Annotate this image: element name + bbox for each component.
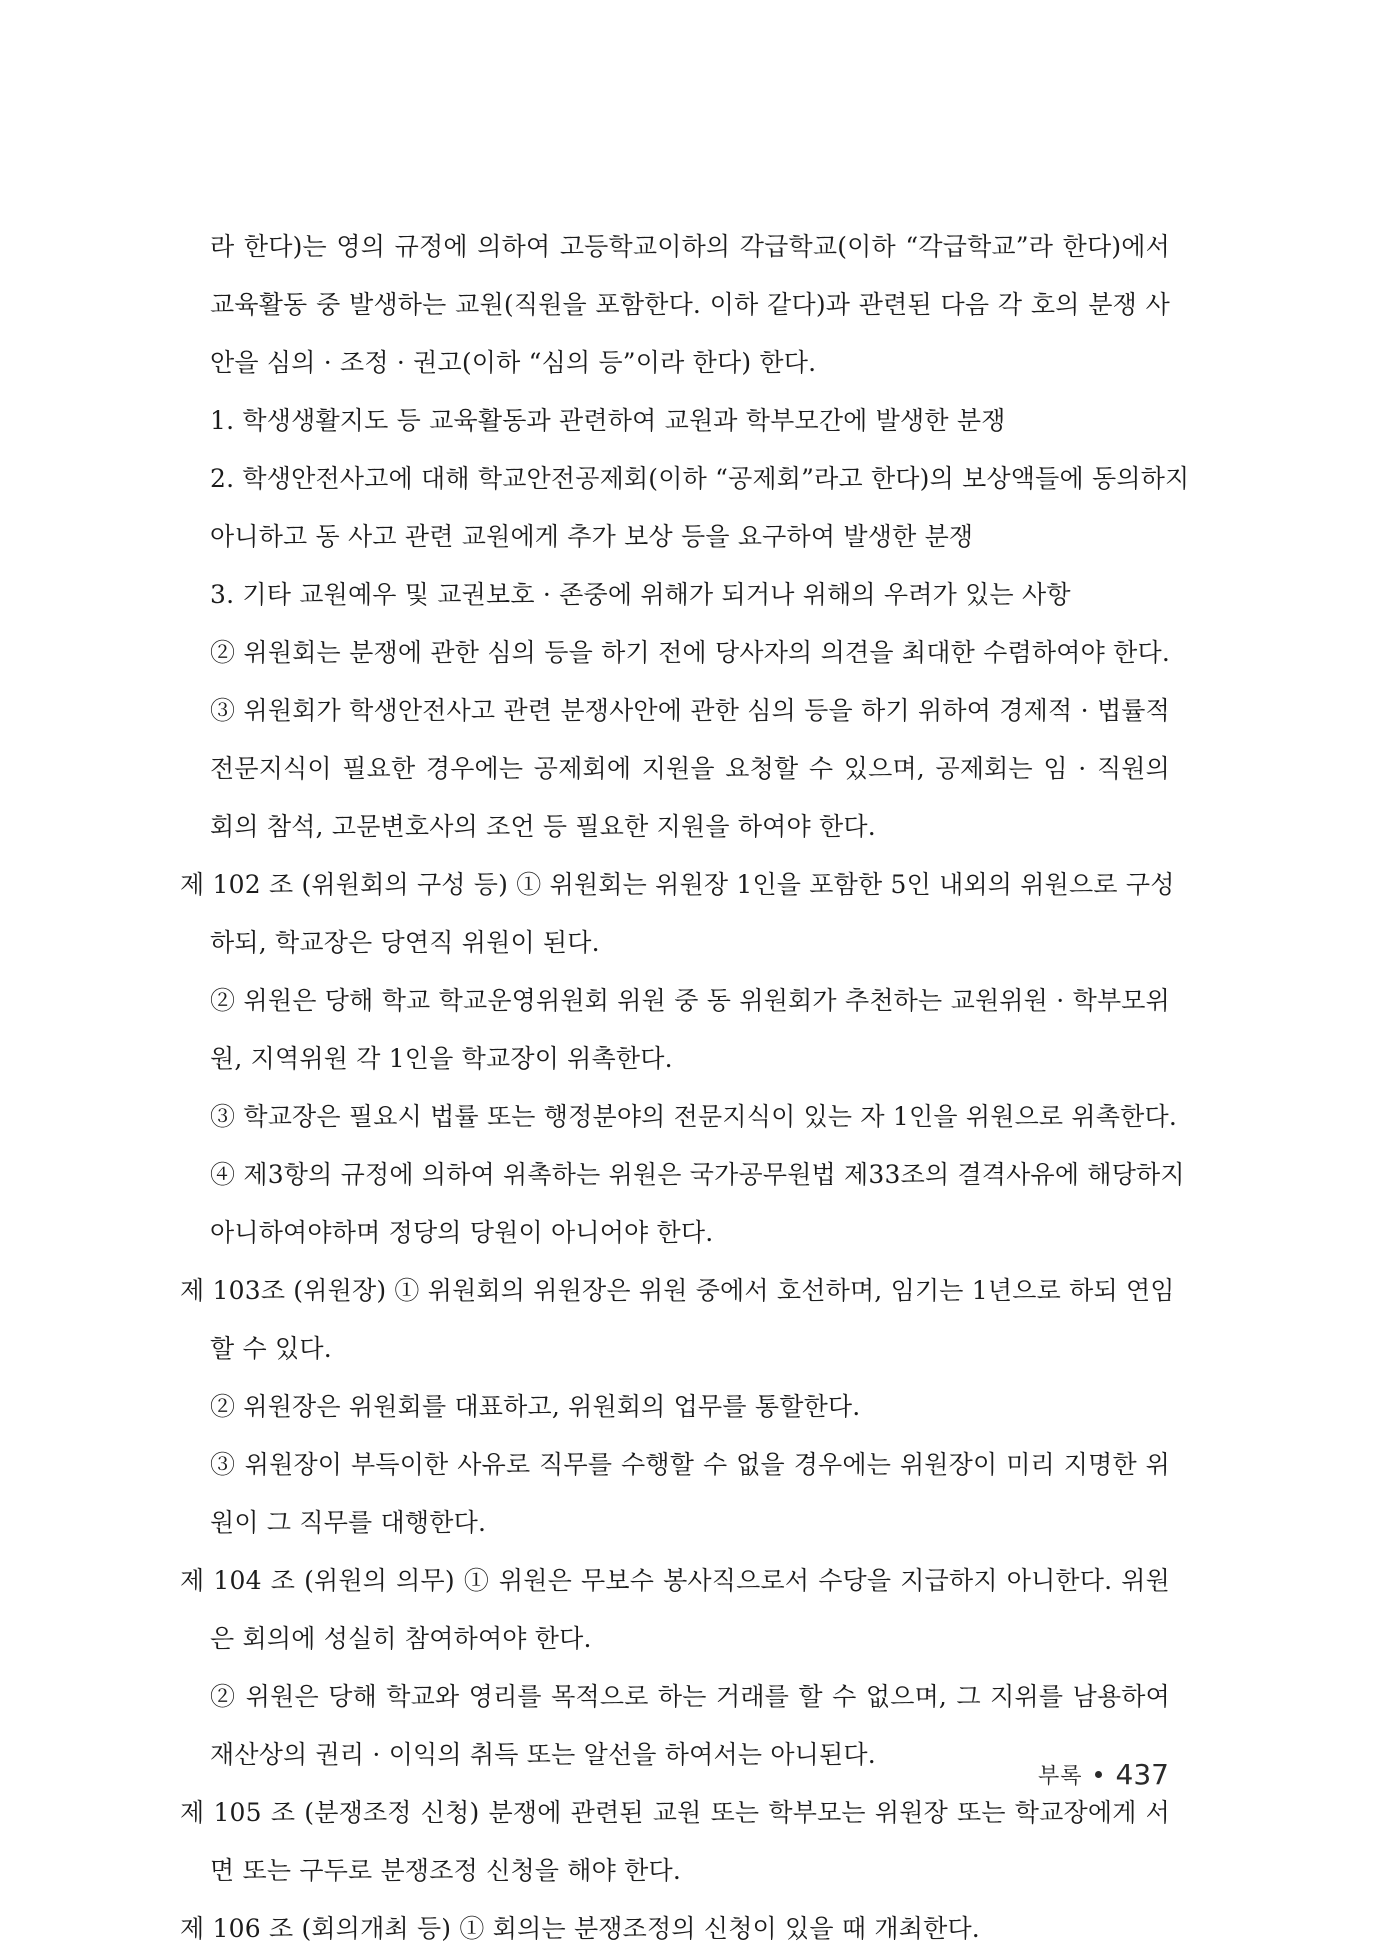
text-line: 안을 심의 · 조정 · 권고(이하 “심의 등”이라 한다) 한다. bbox=[210, 348, 817, 377]
text-line: 아니하고 동 사고 관련 교원에게 추가 보상 등을 요구하여 발생한 분쟁 bbox=[210, 522, 974, 551]
text-line: 전문지식이 필요한 경우에는 공제회에 지원을 요청할 수 있으며, 공제회는 임 · 직원의 bbox=[210, 754, 1170, 783]
text-line: ③ 위원회가 학생안전사고 관련 분쟁사안에 관한 심의 등을 하기 위하여 경제적 · 법률적 bbox=[210, 696, 1170, 725]
page-footer bbox=[1038, 1758, 1169, 1791]
text-line: 할 수 있다. bbox=[210, 1334, 332, 1363]
text-line: 회의 참석, 고문변호사의 조언 등 필요한 지원을 하여야 한다. bbox=[210, 812, 876, 841]
text-line: 교육활동 중 발생하는 교원(직원을 포함한다. 이하 같다)과 관련된 다음 각 호의 분쟁 사 bbox=[210, 290, 1170, 319]
text-line: ② 위원장은 위원회를 대표하고, 위원회의 업무를 통할한다. bbox=[210, 1392, 861, 1421]
document-body bbox=[180, 218, 1190, 1958]
text-line: 재산상의 권리 · 이익의 취득 또는 알선을 하여서는 아니된다. bbox=[210, 1740, 876, 1769]
text-line: 제 106 조 (회의개최 등) ① 회의는 분쟁조정의 신청이 있을 때 개최한다. bbox=[180, 1914, 980, 1943]
bullet-icon bbox=[1095, 1771, 1102, 1778]
text-line: 3. 기타 교원예우 및 교권보호 · 존중에 위해가 되거나 위해의 우려가 있는 사항 bbox=[210, 580, 1071, 609]
footer-section-label: 부록 bbox=[1038, 1764, 1083, 1789]
text-line: ③ 위원장이 부득이한 사유로 직무를 수행할 수 없을 경우에는 위원장이 미리 지명한 위 bbox=[210, 1450, 1170, 1479]
text-line: 제 104 조 (위원의 의무) ① 위원은 무보수 봉사직으로서 수당을 지급하지 아니한다. 위원 bbox=[180, 1566, 1170, 1595]
text-line: 원이 그 직무를 대행한다. bbox=[210, 1508, 487, 1537]
text-line: 면 또는 구두로 분쟁조정 신청을 해야 한다. bbox=[210, 1856, 681, 1885]
text-line: 2. 학생안전사고에 대해 학교안전공제회(이하 “공제회”라고 한다)의 보상액들에 동의하지 bbox=[210, 464, 1190, 493]
text-line: 은 회의에 성실히 참여하여야 한다. bbox=[210, 1624, 592, 1653]
text-line: 하되, 학교장은 당연직 위원이 된다. bbox=[210, 928, 600, 957]
page-number: 437 bbox=[1115, 1758, 1169, 1791]
text-line: 아니하여야하며 정당의 당원이 아니어야 한다. bbox=[210, 1218, 714, 1247]
text-line: ② 위원회는 분쟁에 관한 심의 등을 하기 전에 당사자의 의견을 최대한 수렴하여야 한다. bbox=[210, 638, 1170, 667]
text-line: 제 102 조 (위원회의 구성 등) ① 위원회는 위원장 1인을 포함한 5인 내외의 위원으로 구성 bbox=[180, 870, 1175, 899]
text-line: ③ 학교장은 필요시 법률 또는 행정분야의 전문지식이 있는 자 1인을 위원으로 위촉한다. bbox=[210, 1102, 1177, 1131]
text-line: 원, 지역위원 각 1인을 학교장이 위촉한다. bbox=[210, 1044, 673, 1073]
text-line: ② 위원은 당해 학교와 영리를 목적으로 하는 거래를 할 수 없으며, 그 지위를 남용하여 bbox=[210, 1682, 1170, 1711]
text-line: 제 103조 (위원장) ① 위원회의 위원장은 위원 중에서 호선하며, 임기는 1년으로 하되 연임 bbox=[180, 1276, 1175, 1305]
text-line: 라 한다)는 영의 규정에 의하여 고등학교이하의 각급학교(이하 “각급학교”라 한다)에서 bbox=[210, 232, 1170, 261]
text-line: 제 105 조 (분쟁조정 신청) 분쟁에 관련된 교원 또는 학부모는 위원장 또는 학교장에게 서 bbox=[180, 1798, 1170, 1827]
text-line: 1. 학생생활지도 등 교육활동과 관련하여 교원과 학부모간에 발생한 분쟁 bbox=[210, 406, 1006, 435]
text-line: ② 위원은 당해 학교 학교운영위원회 위원 중 동 위원회가 추천하는 교원위원 · 학부모위 bbox=[210, 986, 1170, 1015]
text-line: ④ 제3항의 규정에 의하여 위촉하는 위원은 국가공무원법 제33조의 결격사유에 해당하지 bbox=[210, 1160, 1185, 1189]
